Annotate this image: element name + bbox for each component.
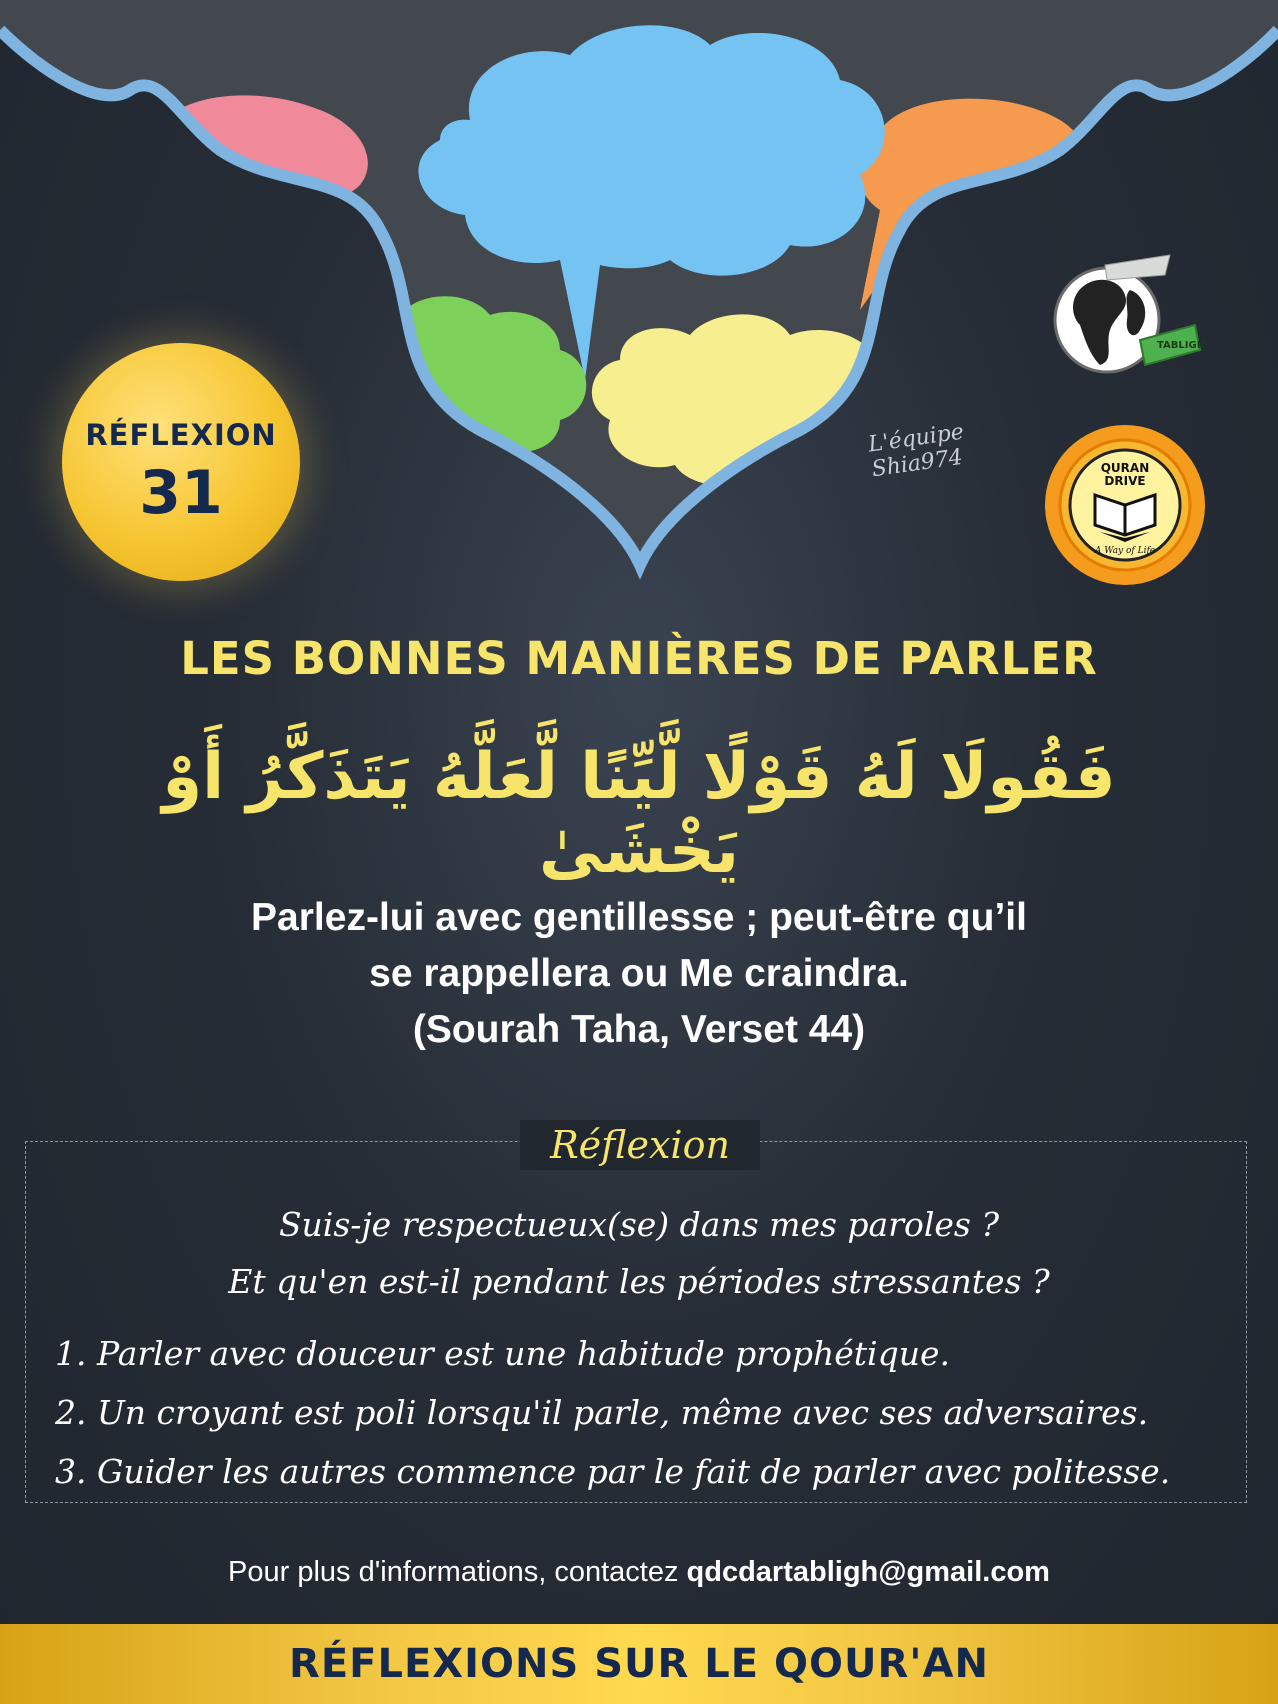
quran-drive-logo — [1040, 420, 1210, 590]
tabligh-logo-text: TABLIGH — [1157, 340, 1205, 351]
badge-label: RÉFLEXION — [85, 418, 277, 452]
reflection-points — [55, 1324, 1248, 1501]
verse-translation — [100, 890, 1178, 1058]
contact-email[interactable]: qdcdartabligh@gmail.com — [686, 1556, 1050, 1588]
quran-drive-line2: DRIVE — [1104, 474, 1146, 488]
reflection-question-2: Et qu'en est-il pendant les périodes stressantes ? — [228, 1262, 1050, 1301]
arabic-verse: فَقُولَا لَهُ قَوْلًا لَّيِّنًا لَّعَلَّهُ يَتَذَكَّرُ أَوْ يَخْشَىٰ — [162, 740, 1116, 888]
page-title: LES BONNES MANIÈRES DE PARLER — [180, 632, 1098, 685]
contact-line — [0, 1556, 1278, 1589]
badge-number: 31 — [139, 458, 223, 528]
reflection-number-badge — [62, 343, 300, 581]
reflection-point: 1. Parler avec douceur est une habitude prophétique. — [55, 1334, 950, 1373]
reflection-questions — [40, 1196, 1238, 1310]
reflection-point: 3. Guider les autres commence par le fait de parler avec politesse. — [55, 1452, 1171, 1491]
tabligh-globe-logo — [1045, 245, 1205, 385]
translation-line-1: Parlez-lui avec gentillesse ; peut-être qu’il — [251, 896, 1027, 939]
reflection-point: 2. Un croyant est poli lorsqu'il parle, même avec ses adversaires. — [55, 1393, 1149, 1432]
translation-line-2: se rappellera ou Me craindra. — [369, 952, 909, 995]
quran-drive-tagline: A Way of Life — [1094, 546, 1156, 556]
signature: L'équipe Shia974 — [866, 419, 966, 483]
verse-reference: (Sourah Taha, Verset 44) — [412, 1008, 866, 1051]
contact-prefix: Pour plus d'informations, contactez — [228, 1556, 687, 1588]
reflection-heading: Réflexion — [520, 1120, 760, 1170]
quran-drive-line1: QURAN — [1100, 461, 1150, 475]
reflection-question-1: Suis-je respectueux(se) dans mes paroles ? — [278, 1205, 1000, 1244]
footer-banner: RÉFLEXIONS SUR LE QOUR'AN — [0, 1624, 1278, 1704]
